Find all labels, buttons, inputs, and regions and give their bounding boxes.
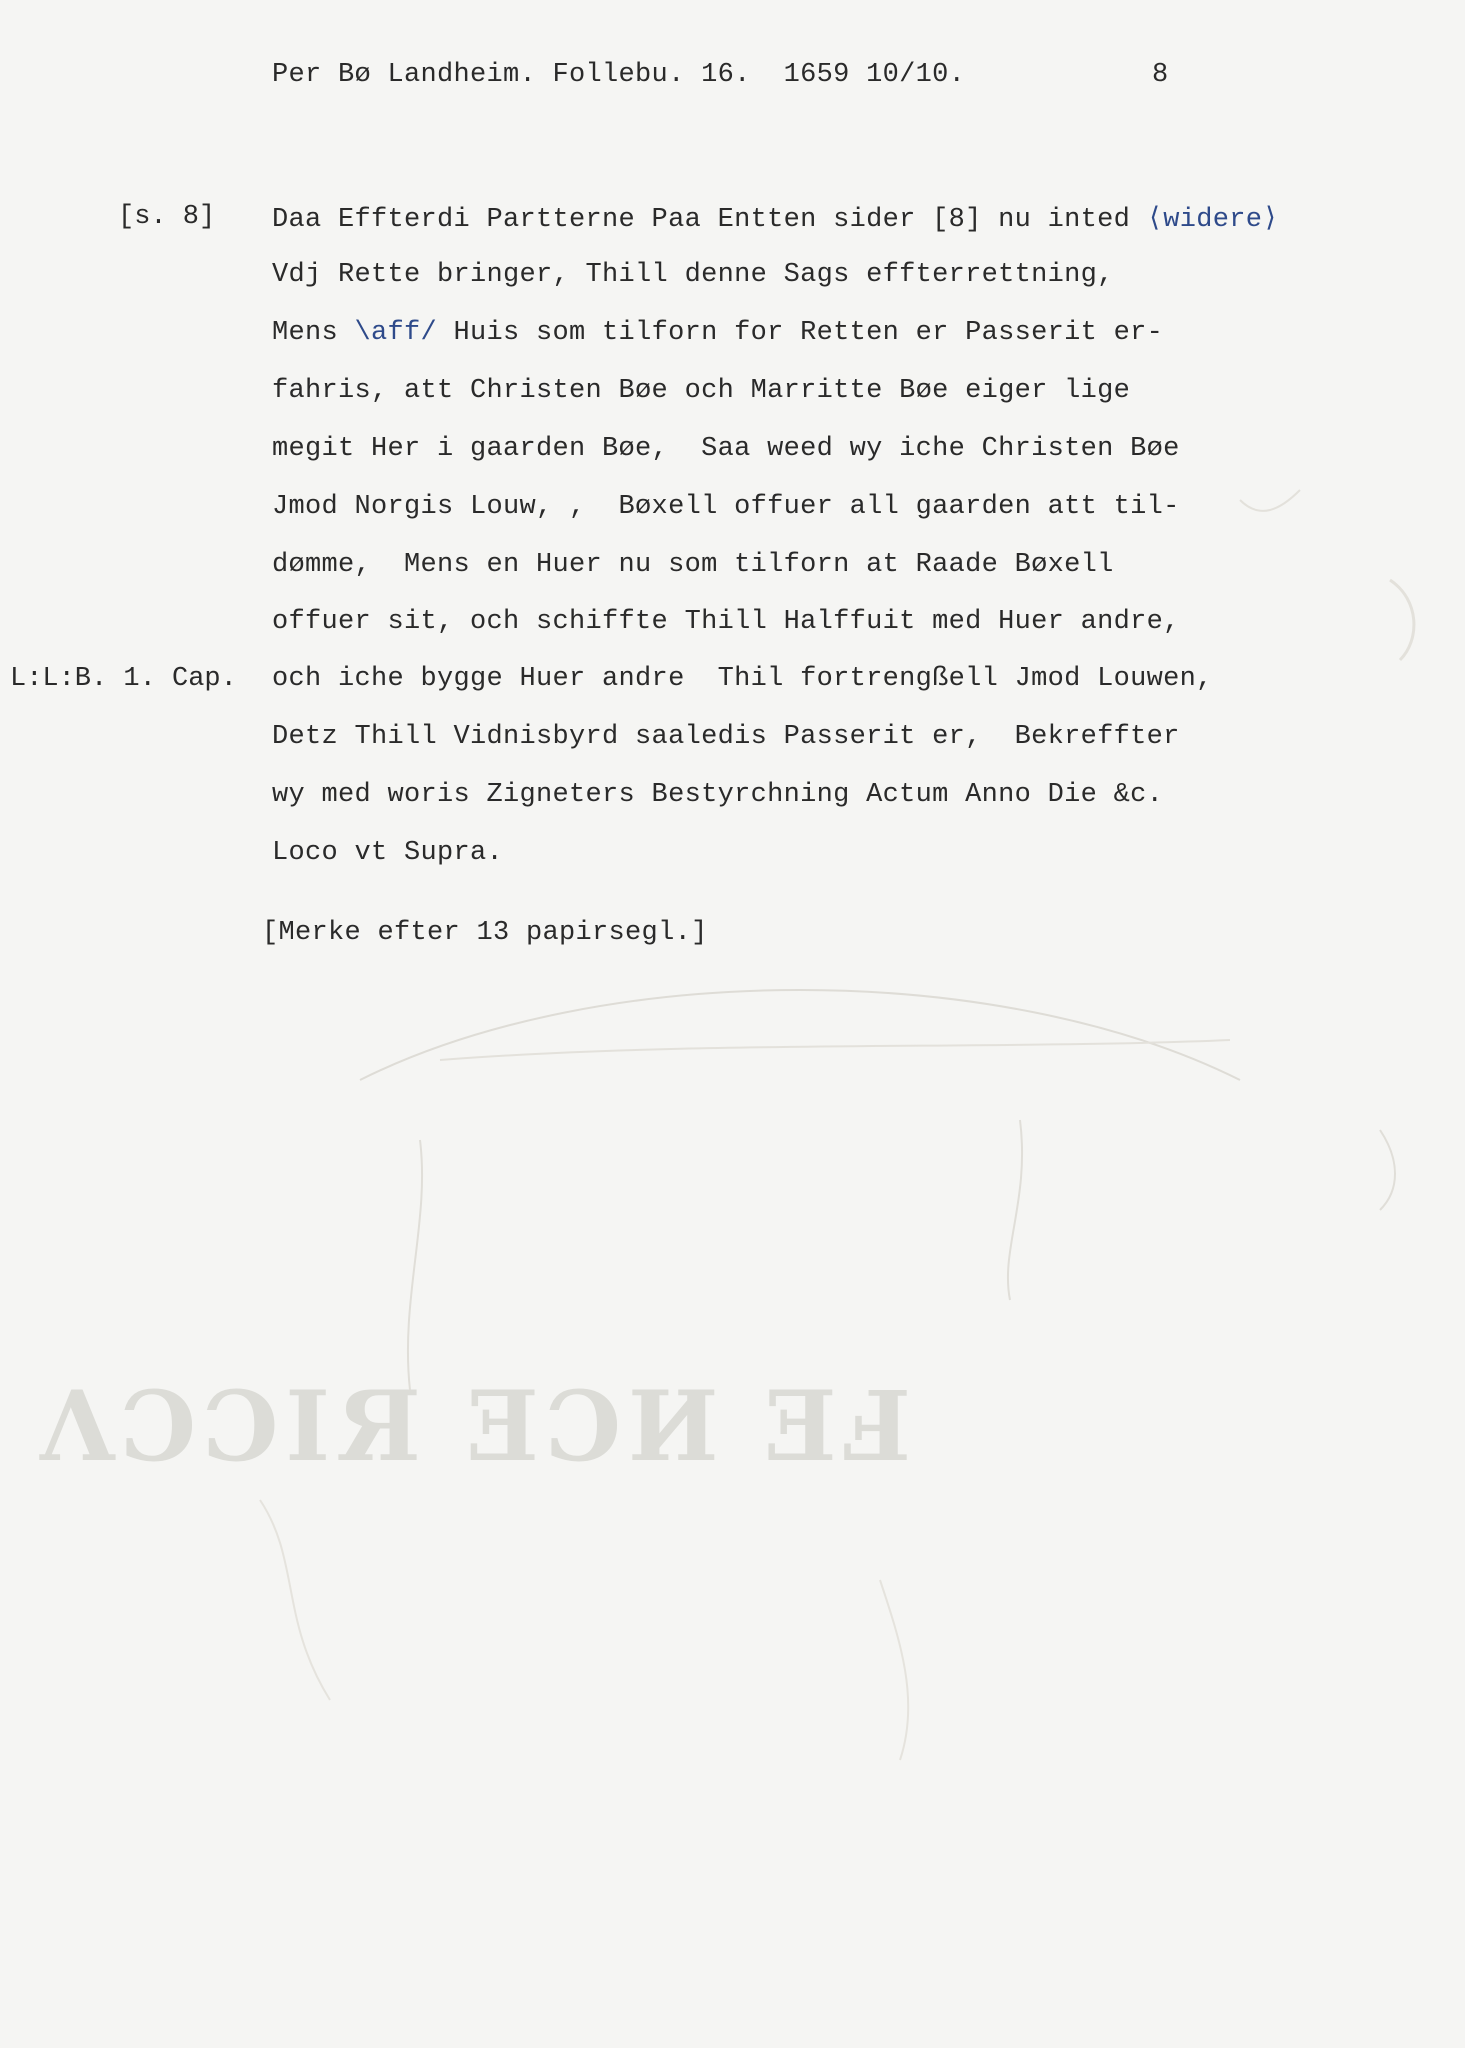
bleed-through-stamp: ɅƆƆIЯ ƎƆИ ƎℲ (40, 1370, 918, 1483)
text-line-11-end: &c. (1113, 780, 1164, 810)
text-line-11-main: wy med woris Zigneters Bestyrchning Actum Anno Die (272, 780, 1114, 810)
text-line-3-start: Mens (272, 318, 355, 348)
page-header: Per Bø Landheim. Follebu. 16. 1659 10/10. (272, 60, 966, 90)
handwritten-insertion-widere: ⟨widere⟩ (1146, 205, 1279, 235)
text-line-2-main: Vdj Rette bringer, Thill denne Sags effterrettning, (272, 260, 1114, 290)
text-line-12-main: Loco vt Supra. (272, 838, 504, 868)
text-line-1-main: Daa Effterdi Partterne Paa Entten sider [8] nu inted (272, 205, 1147, 235)
text-line-5-main: megit Her i gaarden Bøe, Saa weed wy iche Christen Bøe (272, 434, 1180, 464)
page-number: 8 (1152, 60, 1169, 90)
text-line-8-main: offuer sit, och schiffte Thill Halffuit med Huer andre, (272, 607, 1180, 637)
text-line-10-main: Detz Thill Vidnisbyrd saaledis Passerit er, Bekreffter (272, 722, 1180, 752)
margin-note-law-ref: L:L:B. 1. Cap. (10, 664, 237, 694)
text-line-7-main: dømme, Mens en Huer nu som tilforn at Raade Bøxell (272, 550, 1114, 580)
text-line-9-main: och iche bygge Huer andre Thil fortrengßell Jmod Louwen, (272, 664, 1213, 694)
text-line-4-main: fahris, att Christen Bøe och Marritte Bøe eiger lige (272, 376, 1131, 406)
handwritten-insertion-aff: \aff/ (354, 318, 438, 348)
closing-note: [Merke efter 13 papirsegl.] (262, 918, 708, 948)
margin-note-page-ref: [s. 8] (118, 202, 216, 232)
text-line-3-end: Huis som tilforn for Retten er Passerit er- (437, 318, 1164, 348)
text-line-6-main: Jmod Norgis Louw, , Bøxell offuer all gaarden att til- (272, 492, 1180, 522)
